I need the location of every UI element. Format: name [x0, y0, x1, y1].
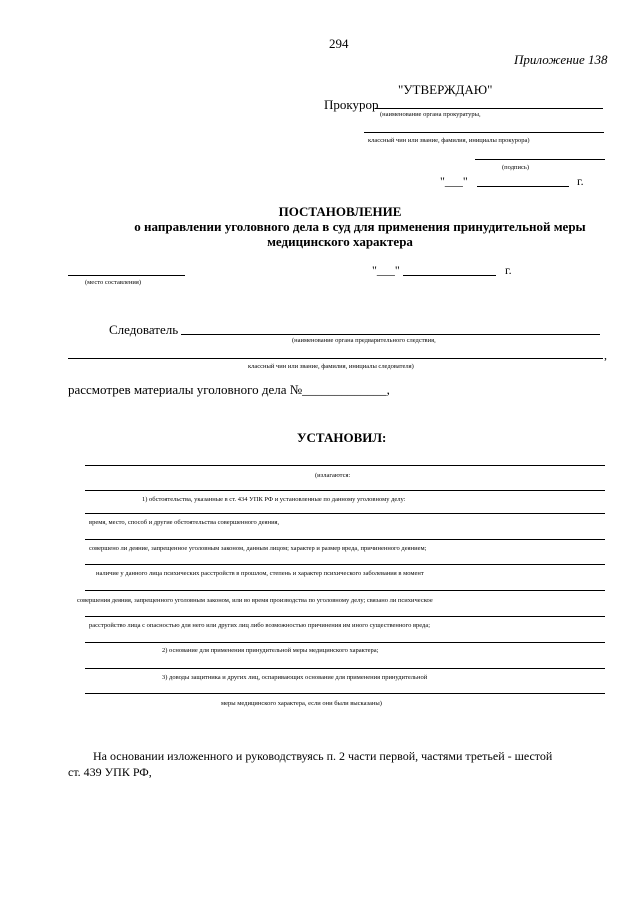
date-quotes: "___": [372, 263, 400, 277]
established-line-1[interactable]: [85, 465, 605, 466]
established-line-10[interactable]: [85, 693, 605, 694]
investigator-org-caption: (наименование органа предварительного следствия,: [292, 337, 436, 344]
document-subtitle-1: о направлении уголовного дела в суд для применения принудительной меры: [134, 219, 586, 234]
investigator-label: Следователь: [109, 322, 179, 337]
established-caption-5: совершения деяния, запрещенного уголовным законом, или во время производства по уголовному делу; связано ли психическое: [77, 597, 433, 604]
basis-text-2: ст. 439 УПК РФ,: [68, 765, 152, 779]
prosecutor-rank-caption: классный чин или звание, фамилия, инициалы прокурора): [368, 137, 530, 144]
prosecutor-label: Прокурор: [324, 97, 379, 112]
established-caption-2: время, место, способ и другие обстоятельства совершенного деяния,: [89, 519, 280, 526]
approval-date-year: г.: [577, 174, 584, 188]
established-caption-3: совершено ли деяние, запрещенное уголовным законом, данным лицом; характер и размер вреда, причиненного деянием;: [89, 545, 427, 552]
basis-text-1: На основании изложенного и руководствуясь п. 2 части первой, частями третьей - шестой: [93, 749, 553, 763]
signature-line[interactable]: [475, 159, 605, 160]
established-line-9[interactable]: [85, 668, 605, 669]
place-caption: (место составления): [85, 279, 142, 286]
established-caption-6: расстройство лица с опасностью для него или других лиц либо возможностью причинения им иного существенного вреда;: [89, 622, 431, 629]
established-line-6[interactable]: [85, 590, 605, 591]
investigator-rank-line[interactable]: [68, 358, 603, 359]
established-caption-9: меры медицинского характера, если они были высказаны): [221, 700, 382, 707]
established-caption-7: 2) основание для применения принудительной меры медицинского характера;: [162, 647, 379, 654]
signature-caption: (подпись): [502, 164, 529, 171]
established-line-2[interactable]: [85, 490, 605, 491]
established-caption-0: (излагаются:: [315, 472, 351, 479]
established-line-4[interactable]: [85, 539, 605, 540]
prosecutor-org-line[interactable]: [375, 108, 603, 109]
established-line-5[interactable]: [85, 564, 605, 565]
established-line-3[interactable]: [85, 513, 605, 514]
approval-date-line[interactable]: [477, 186, 569, 187]
prosecutor-rank-line[interactable]: [364, 132, 604, 133]
investigator-comma: ,: [604, 348, 607, 362]
approval-title: "УТВЕРЖДАЮ": [398, 82, 493, 97]
established-heading: УСТАНОВИЛ:: [297, 430, 387, 445]
date-year: г.: [505, 263, 512, 277]
established-line-8[interactable]: [85, 642, 605, 643]
document-subtitle-2: медицинского характера: [267, 234, 413, 249]
investigator-org-line[interactable]: [181, 334, 600, 335]
page-number: 294: [329, 36, 349, 51]
investigator-rank-caption: классный чин или звание, фамилия, инициалы следователя): [248, 363, 414, 370]
established-caption-8: 3) доводы защитника и других лиц, оспаривающих основание для применения принудительной: [162, 674, 428, 681]
case-review-text: рассмотрев материалы уголовного дела №_____________,: [68, 382, 390, 397]
approval-date-quotes: "___": [440, 174, 468, 188]
established-caption-4: наличие у данного лица психических расстройств в прошлом, степень и характер психического заболевания в момент: [96, 570, 424, 577]
date-line[interactable]: [403, 275, 496, 276]
established-line-7[interactable]: [85, 616, 605, 617]
document-title: ПОСТАНОВЛЕНИЕ: [278, 204, 402, 219]
established-caption-1: 1) обстоятельства, указанные в ст. 434 УПК РФ и установленные по данному уголовному делу:: [142, 496, 406, 503]
prosecutor-org-caption: (наименование органа прокуратуры,: [380, 111, 481, 118]
appendix-label: Приложение 138: [514, 52, 608, 67]
place-line[interactable]: [68, 275, 185, 276]
